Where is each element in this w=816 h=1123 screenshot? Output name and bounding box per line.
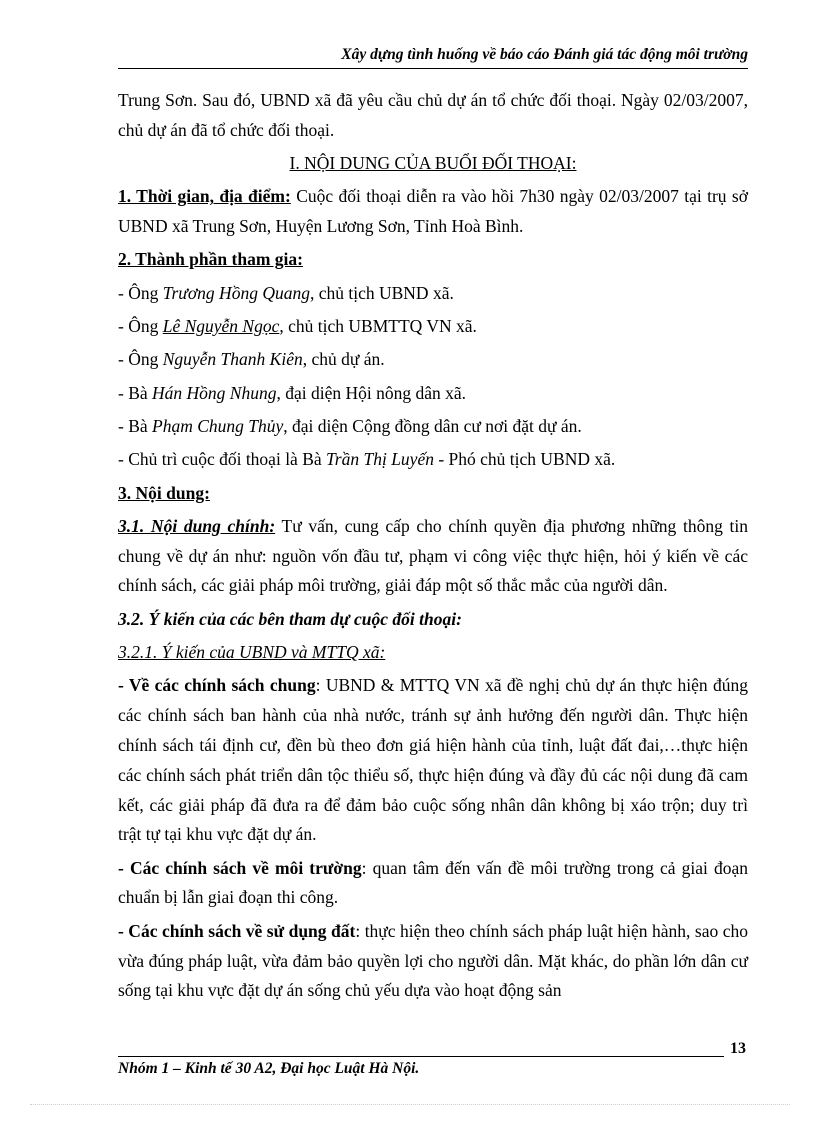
sub-heading: 3.2.1. Ý kiến của UBND và MTTQ xã: (118, 642, 386, 663)
policy-env-paragraph: - Các chính sách về môi trường: quan tâm đến vấn đề môi trường trong cả giai đoạn chuẩn bị lẫn giai đoạn thi công. (118, 857, 748, 908)
time-place-text: Cuộc đối thoại diễn ra vào hồi 7h30 ngày 02/03/2007 tại trụ sở UBND xã Trung Sơn, Huyện Lương Sơn, Tỉnh Hoà Bình. (118, 186, 748, 237)
participant-name: Phạm Chung Thủy (152, 415, 284, 436)
opinions-heading: 3.2. Ý kiến của các bên tham dự cuộc đối thoại: (118, 608, 462, 629)
participant-name: Lê Nguyễn Ngọc (162, 316, 280, 337)
policy-general-paragraph: - Về các chính sách chung: UBND & MTTQ VN xã đề nghị chủ dự án thực hiện đúng các chính sách ban hành của nhà nước, tránh sự ảnh hưởng đến người dân. Thực hiện chính sách tái định cư, đền bù theo đơn giá hiện hành của tỉnh, luật đất đai,…thực hiện các chính sách phát triển dân tộc thiểu số, thực hiện đúng và đầy đủ các nội dung đã cam kết, các giải pháp đã đưa ra để đảm bảo cuộc sống nhân dân không bị xáo trộn; duy trì trật tự tại khu vực đặt dự án. (118, 675, 748, 845)
main-content-paragraph: 3.1. Nội dung chính: Tư vấn, cung cấp cho chính quyền địa phương những thông tin chung về dự án như: nguồn vốn đầu tư, phạm vi công việc thực hiện, hỏi ý kiến về các chính sách, các giải pháp môi trường, giải đáp một số thắc mắc của người dân. (118, 515, 749, 596)
participant-name: Trần Thị Luyến (326, 449, 434, 470)
page-number: 13 (730, 1040, 746, 1057)
participant-item: - Chủ trì cuộc đối thoại là Bà Trần Thị Luyến - Phó chủ tịch UBND xã. (118, 449, 616, 470)
participant-item: - Bà Hán Hồng Nhung, đại diện Hội nông dân xã. (118, 382, 467, 403)
intro-paragraph: Trung Sơn. Sau đó, UBND xã đã yêu cầu chủ dự án tổ chức đối thoại. Ngày 02/03/2007, chủ dự án đã tổ chức đối thoại. (118, 90, 748, 140)
running-header: Xây dựng tình huống về báo cáo Đánh giá tác động môi trường (341, 46, 748, 63)
participant-item: - Ông Trương Hồng Quang, chủ tịch UBND xã. (118, 282, 454, 303)
participants-heading: 2. Thành phần tham gia: (118, 249, 303, 270)
time-place-paragraph (118, 182, 748, 242)
header-rule (118, 68, 748, 69)
participant-item: - Bà Phạm Chung Thủy, đại diện Cộng đồng dân cư nơi đặt dự án. (118, 415, 582, 436)
page-edge-divider (30, 1104, 790, 1105)
policy-land-paragraph: - Các chính sách về sử dụng đất: thực hiện theo chính sách pháp luật hiện hành, sao cho vừa đúng pháp luật, vừa đảm bảo quyền lợi cho người dân. Mặt khác, do phần lớn dân cư sống tại khu vực đặt dự án sống chủ yếu dựa vào hoạt động sản (118, 920, 748, 1001)
participant-item: - Ông Lê Nguyễn Ngọc, chủ tịch UBMTTQ VN xã. (118, 316, 477, 337)
footer-rule (118, 1056, 724, 1057)
section-heading: I. NỘI DUNG CỦA BUỔI ĐỐI THOẠI: (289, 153, 577, 174)
running-footer: Nhóm 1 – Kinh tế 30 A2, Đại học Luật Hà Nội. (118, 1060, 420, 1077)
participant-name: Hán Hồng Nhung (152, 382, 277, 403)
main-content-label: 3.1. Nội dung chính: (118, 515, 276, 536)
participant-name: Nguyễn Thanh Kiên (162, 349, 303, 370)
document-body (118, 86, 748, 1010)
participant-item: - Ông Nguyễn Thanh Kiên, chủ dự án. (118, 349, 385, 370)
content-heading: 3. Nội dung: (118, 482, 210, 503)
participant-name: Trương Hồng Quang (162, 282, 310, 303)
time-place-label: 1. Thời gian, địa điểm: (118, 186, 291, 207)
